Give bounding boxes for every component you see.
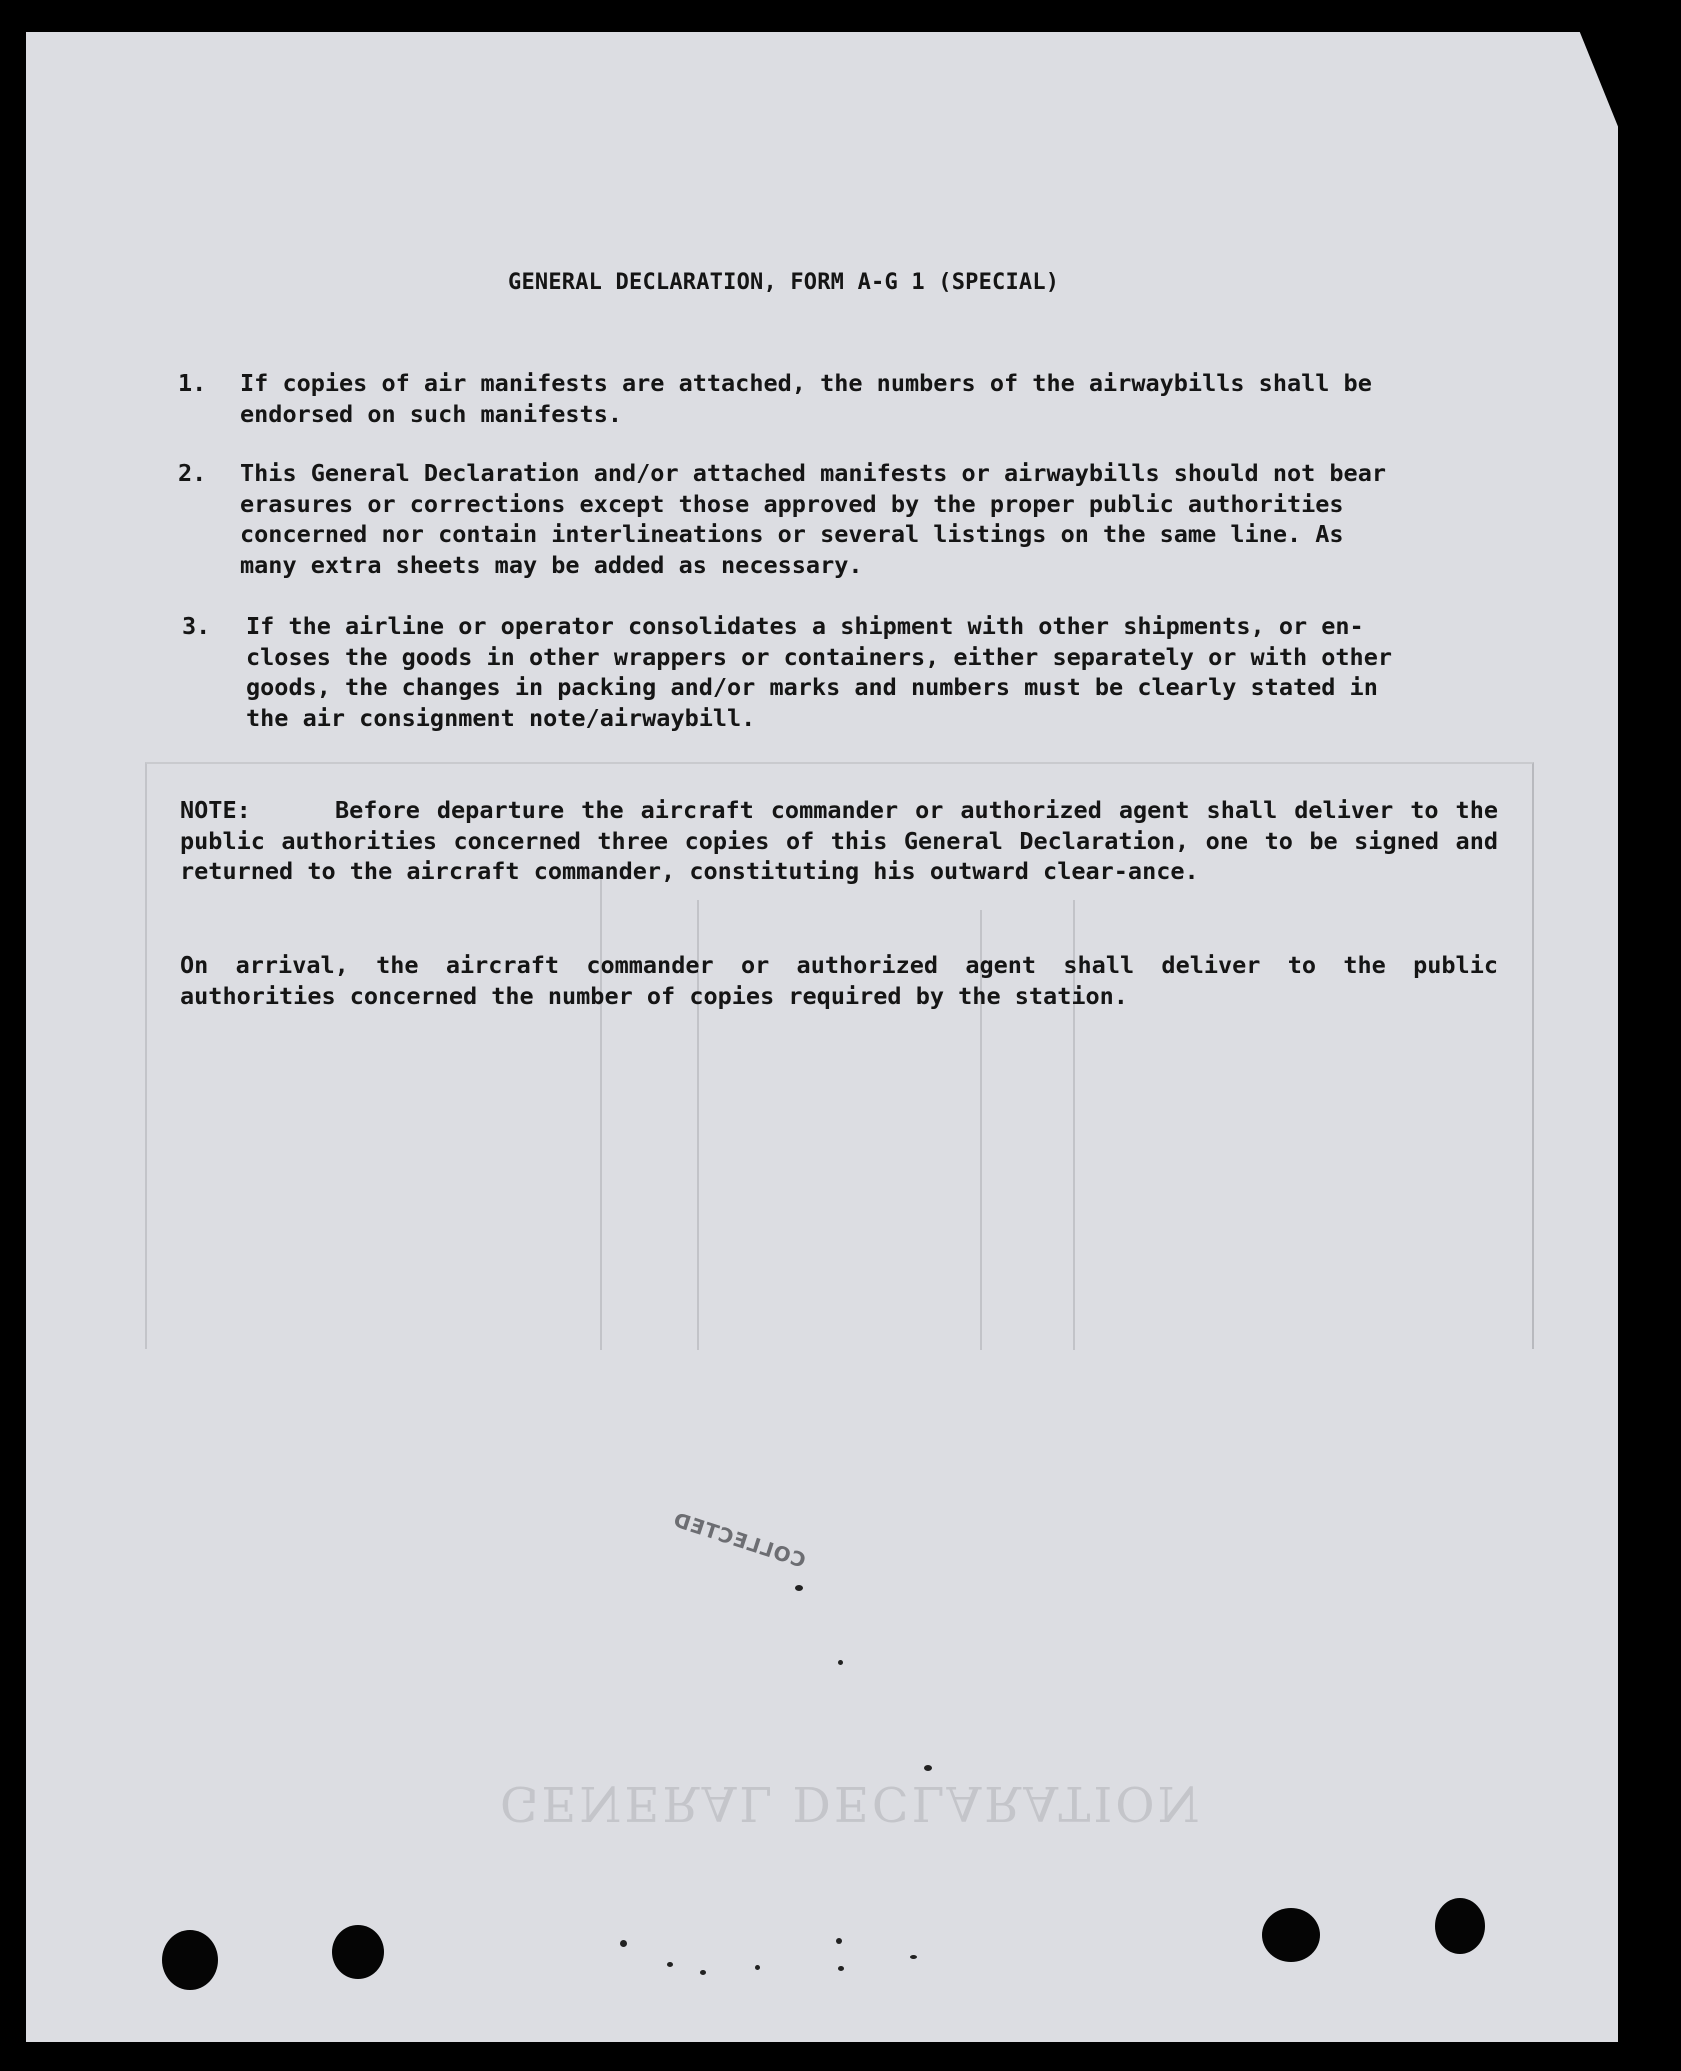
item-number: 3. xyxy=(182,612,211,640)
item-text: If copies of air manifests are attached, the numbers of the airwaybills shall be endorsed on such manifests. xyxy=(240,369,1372,428)
punch-hole xyxy=(1262,1908,1320,1962)
punch-hole xyxy=(162,1930,218,1990)
punch-hole xyxy=(332,1925,384,1979)
bleed-through-rule xyxy=(600,870,602,1350)
item-text: If the airline or operator consolidates a shipment with other shipments, or en- closes the goods in other wrappers or containers, either separately or with other goods, the changes in packing and/or marks and numbers must be clearly stated in the air consignment note/airwaybill. xyxy=(246,612,1393,732)
speck xyxy=(755,1965,760,1970)
speck xyxy=(838,1966,844,1971)
speck xyxy=(700,1970,706,1975)
arrival-text: On arrival, the aircraft commander or authorized agent shall deliver to the public authorities concerned the number of copies required by the station. xyxy=(180,951,1498,1010)
speck xyxy=(838,1660,843,1665)
bleed-through-heading: GENERAL DECLARATION xyxy=(500,1775,1203,1831)
note-text: Before departure the aircraft commander or authorized agent shall deliver to the public authorities concerned three copies of this General Declaration, one to be signed and returned to the aircraft commander, constituting his outward clear-ance. xyxy=(180,796,1498,886)
speck xyxy=(795,1585,803,1591)
item-number: 1. xyxy=(178,369,207,397)
speck xyxy=(667,1962,673,1967)
bleed-through-stamp: COLLECTED xyxy=(669,1507,809,1573)
note-label: NOTE: xyxy=(180,796,251,824)
speck xyxy=(836,1938,842,1944)
item-number: 2. xyxy=(178,459,207,487)
note-paragraph xyxy=(180,795,1498,887)
arrival-paragraph xyxy=(180,950,1498,1011)
item-text: This General Declaration and/or attached manifests or airwaybills should not bear erasures or corrections except those approved by the proper public authorities concerned nor contain interlineations or several listings on the same line. As many extra sheets may be added as necessary. xyxy=(240,459,1387,579)
form-title: GENERAL DECLARATION, FORM A-G 1 (SPECIAL) xyxy=(508,270,1060,295)
speck xyxy=(620,1940,627,1947)
punch-hole xyxy=(1435,1898,1485,1954)
speck xyxy=(924,1765,932,1771)
speck xyxy=(910,1955,917,1959)
